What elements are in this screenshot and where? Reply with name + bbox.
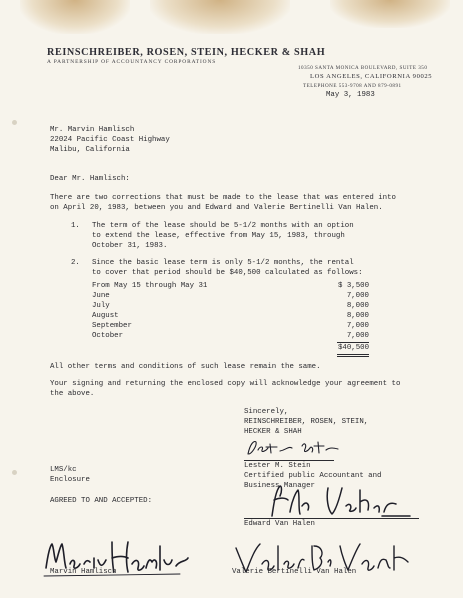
- signatory-valerie: Valerie Bertinelli Van Halen: [232, 568, 357, 576]
- signer-title: Certified public Accountant and: [244, 472, 382, 480]
- letter-date: May 3, 1983: [326, 91, 375, 99]
- item-line: to extend the lease, effective from May 15, 1983, through: [92, 232, 345, 240]
- schedule-amount: 8,000: [346, 312, 369, 320]
- recipient-line: Malibu, California: [50, 146, 130, 154]
- item-line: October 31, 1983.: [92, 242, 168, 250]
- schedule-period: August: [92, 312, 119, 320]
- schedule-total-underline-1: [337, 354, 369, 355]
- schedule-period: September: [92, 322, 132, 330]
- schedule-subtotal-rule: [337, 342, 369, 343]
- schedule-period: June: [92, 292, 110, 300]
- item-line: to cover that period should be $40,500 calculated as follows:: [92, 269, 363, 277]
- body-paragraph: All other terms and conditions of such lease remain the same.: [50, 363, 321, 371]
- edward-van-halen-signature: [262, 482, 412, 518]
- closing-firm-line: HECKER & SHAH: [244, 428, 302, 436]
- recipient-line: 22024 Pacific Coast Highway: [50, 136, 170, 144]
- punch-hole-top: [12, 120, 17, 125]
- intro-line: on April 20, 1983, between you and Edward and Valerie Bertinelli Van Halen.: [50, 204, 383, 212]
- item-number: 1.: [71, 222, 80, 230]
- item-number: 2.: [71, 259, 80, 267]
- schedule-amount: 7,000: [346, 292, 369, 300]
- letterhead-firm-name: REINSCHREIBER, ROSEN, STEIN, HECKER & SHAH: [47, 47, 326, 58]
- top-stain-right: [330, 0, 450, 28]
- punch-hole-bottom: [12, 470, 17, 475]
- schedule-total-underline-2: [337, 356, 369, 357]
- top-stain-left: [20, 0, 130, 34]
- schedule-period: July: [92, 302, 110, 310]
- letterhead-subtitle: A PARTNERSHIP OF ACCOUNTANCY CORPORATIONS: [47, 59, 217, 65]
- reference-enclosure: Enclosure: [50, 476, 90, 484]
- schedule-amount: 7,000: [346, 332, 369, 340]
- signatory-edward: Edward Van Halen: [244, 520, 315, 528]
- schedule-amount: 8,000: [346, 302, 369, 310]
- letterhead-city: LOS ANGELES, CALIFORNIA 90025: [310, 73, 433, 80]
- signer-title: Business Manager: [244, 482, 315, 490]
- signatory-marvin: Marvin Hamlisch: [50, 568, 117, 576]
- body-paragraph: the above.: [50, 390, 95, 398]
- closing-sincerely: Sincerely,: [244, 408, 289, 416]
- salutation: Dear Mr. Hamlisch:: [50, 175, 130, 183]
- body-paragraph: Your signing and returning the enclosed copy will acknowledge your agreement to: [50, 380, 401, 388]
- signer-name: Lester M. Stein: [244, 462, 311, 470]
- reference-initials: LMS/kc: [50, 466, 77, 474]
- schedule-period: October: [92, 332, 124, 340]
- schedule-amount: 7,000: [346, 322, 369, 330]
- intro-line: There are two corrections that must be made to the lease that was entered into: [50, 194, 396, 202]
- schedule-amount: $ 3,500: [337, 282, 369, 290]
- edward-signature-line: [244, 518, 419, 519]
- letterhead-phone: TELEPHONE 553-9708 AND 879-0891: [303, 83, 402, 89]
- lester-stein-signature: [244, 436, 354, 460]
- agreed-heading: AGREED TO AND ACCEPTED:: [50, 497, 153, 505]
- letterhead-street: 10350 SANTA MONICA BOULEVARD, SUITE 350: [298, 65, 428, 71]
- lester-signature-line: [244, 460, 334, 461]
- schedule-total: $40,500: [337, 344, 369, 352]
- item-line: Since the basic lease term is only 5-1/2 months, the rental: [92, 259, 354, 267]
- item-line: The term of the lease should be 5-1/2 months with an option: [92, 222, 354, 230]
- top-stain-center: [150, 0, 290, 34]
- schedule-period: From May 15 through May 31: [92, 282, 208, 290]
- closing-firm-line: REINSCHREIBER, ROSEN, STEIN,: [244, 418, 369, 426]
- recipient-line: Mr. Marvin Hamlisch: [50, 126, 135, 134]
